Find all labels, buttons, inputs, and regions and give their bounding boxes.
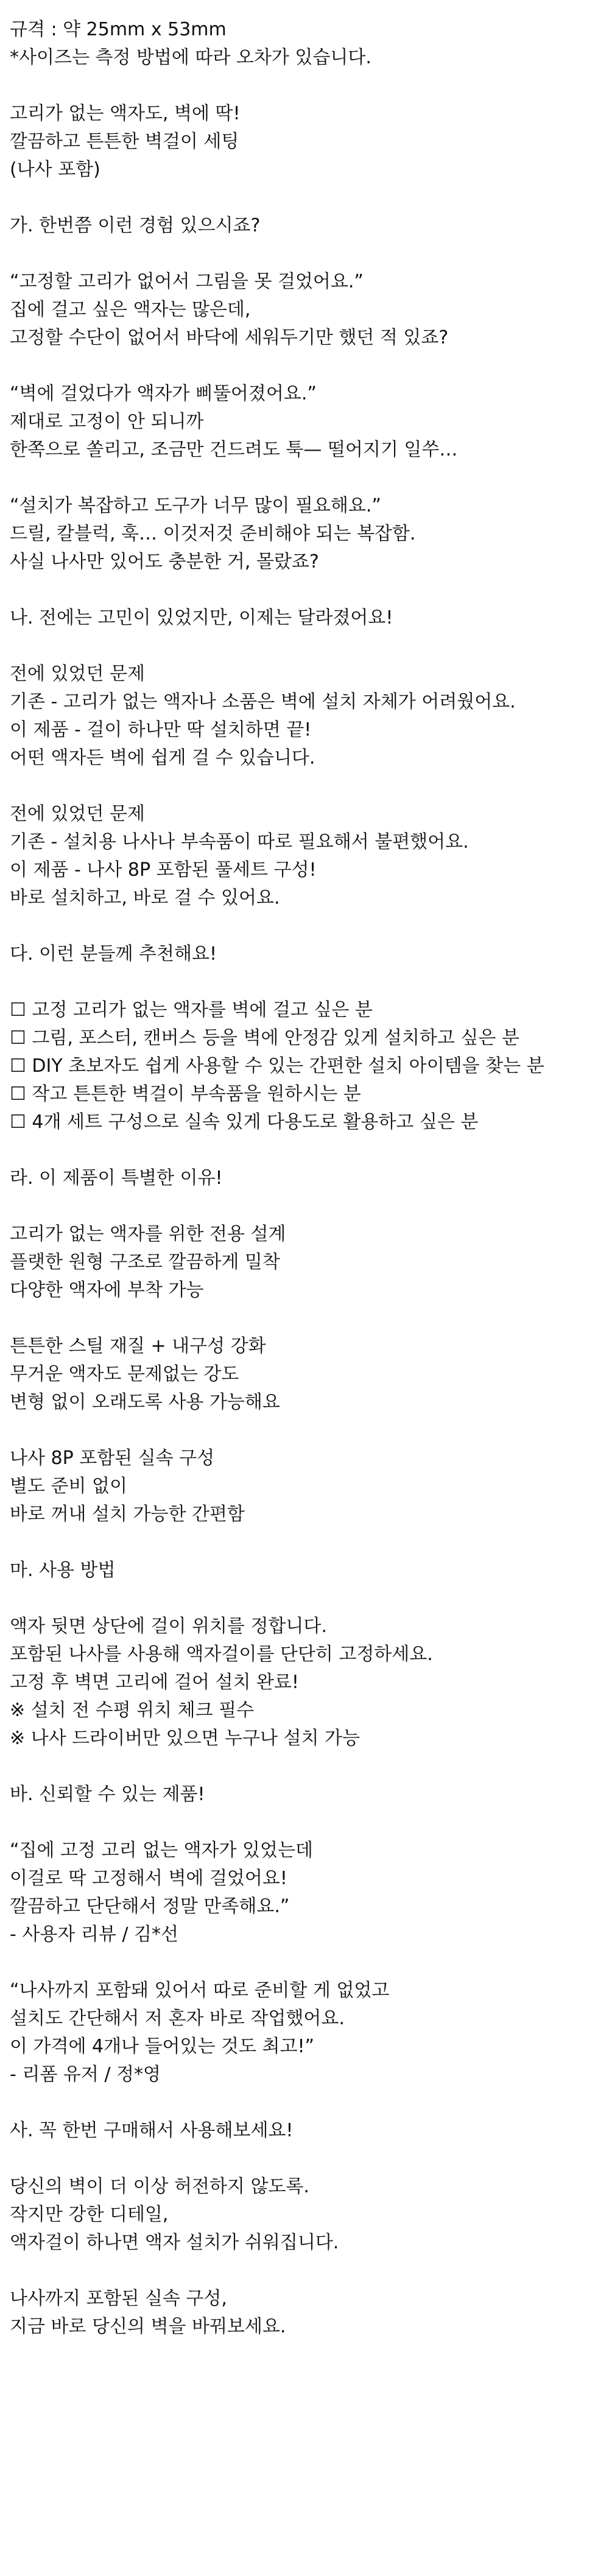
text-line: 전에 있었던 문제 [10,663,145,684]
text-block [10,1164,609,1192]
text-line: 이 가격에 4개나 들어있는 것도 최고!” [10,2036,315,2057]
text-line: 한쪽으로 쏠리고, 조금만 건드려도 툭— 떨어지기 일쑤… [10,439,458,460]
text-line: 이 제품 - 걸이 하나만 딱 설치하면 끝! [10,719,312,741]
text-line: 사. 꼭 한번 구매해서 사용해보세요! [10,2120,294,2141]
text-line: 별도 준비 없이 [10,1476,127,1497]
text-line: “설치가 복잡하고 도구가 너무 많이 필요해요.” [10,495,381,516]
text-line: 바. 신뢰할 수 있는 제품! [10,1784,205,1805]
text-block [10,800,609,912]
text-block [10,1977,609,2089]
text-block [10,1220,609,1304]
text-line: 가. 한번쯤 이런 경험 있으시죠? [10,215,261,236]
text-block [10,1837,609,1949]
text-line: ☐ 고정 고리가 없는 액자를 벽에 걸고 싶은 분 [10,999,373,1021]
text-line: 마. 사용 방법 [10,1560,116,1581]
text-block [10,1445,609,1529]
text-line: 튼튼한 스틸 재질 + 내구성 강화 [10,1336,266,1357]
text-line: ☐ 4개 세트 구성으로 실속 있게 다용도로 활용하고 싶은 분 [10,1111,479,1133]
text-line: 제대로 고정이 안 되니까 [10,411,204,432]
text-block [10,268,609,352]
text-block [10,1332,609,1416]
text-line: “나사까지 포함돼 있어서 따로 준비할 게 없었고 [10,1980,390,2001]
text-line: ☐ DIY 초보자도 쉽게 사용할 수 있는 간편한 설치 아이템을 찾는 분 [10,1055,544,1077]
text-line: 바로 설치하고, 바로 걸 수 있어요. [10,887,280,909]
text-line: 작지만 강한 디테일, [10,2204,169,2225]
text-line: 깔끔하고 튼튼한 벽걸이 세팅 [10,131,239,152]
text-line: 무거운 액자도 문제없는 강도 [10,1364,239,1385]
text-line: - 리폼 유저 / 정*영 [10,2064,161,2085]
text-line: “벽에 걸었다가 액자가 삐뚤어졌어요.” [10,383,317,404]
text-line: 바로 꺼내 설치 가능한 간편함 [10,1504,245,1525]
text-line: 고리가 없는 액자를 위한 전용 설계 [10,1223,286,1245]
text-line: 사실 나사만 있어도 충분한 거, 몰랐죠? [10,551,319,572]
text-line: - 사용자 리뷰 / 김*선 [10,1924,178,1945]
text-block [10,996,609,1136]
text-block [10,604,609,632]
text-line: ※ 설치 전 수평 위치 체크 필수 [10,1700,255,1721]
text-block [10,212,609,240]
text-line: 기존 - 설치용 나사나 부속품이 따로 필요해서 불편했어요. [10,831,469,853]
text-line: “집에 고정 고리 없는 액자가 있었는데 [10,1840,313,1861]
text-line: 나사까지 포함된 실속 구성, [10,2288,227,2309]
text-line: ☐ 그림, 포스터, 캔버스 등을 벽에 안정감 있게 설치하고 싶은 분 [10,1027,519,1049]
text-line: ☐ 작고 튼튼한 벽걸이 부속품을 원하시는 분 [10,1083,361,1105]
text-line: 설치도 간단해서 저 혼자 바로 작업했어요. [10,2008,345,2029]
text-line: 집에 걸고 싶은 액자는 많은데, [10,299,251,320]
text-line: 고정 후 벽면 고리에 걸어 설치 완료! [10,1672,299,1693]
text-line: “고정할 고리가 없어서 그림을 못 걸었어요.” [10,271,364,292]
text-line: 깔끔하고 단단해서 정말 만족해요.” [10,1896,290,1917]
text-line: 나사 8P 포함된 실속 구성 [10,1448,215,1469]
text-line: 고리가 없는 액자도, 벽에 딱! [10,103,241,124]
text-block [10,2173,609,2257]
text-block [10,940,609,968]
text-line: 지금 바로 당신의 벽을 바꿔보세요. [10,2316,286,2337]
text-block [10,492,609,576]
text-line: 다양한 액자에 부착 가능 [10,1279,204,1301]
text-line: 이 제품 - 나사 8P 포함된 풀세트 구성! [10,859,317,881]
text-line: 플랫한 원형 구조로 깔끔하게 밀착 [10,1251,280,1273]
text-line: 라. 이 제품이 특별한 이유! [10,1167,223,1189]
text-line: 당신의 벽이 더 이상 허전하지 않도록. [10,2176,309,2197]
text-line: 고정할 수단이 없어서 바닥에 세워두기만 했던 적 있죠? [10,327,449,348]
text-line: ※ 나사 드라이버만 있으면 누구나 설치 가능 [10,1728,361,1749]
text-line: 이걸로 딱 고정해서 벽에 걸었어요! [10,1868,287,1889]
text-line: 다. 이런 분들께 추천해요! [10,943,217,965]
text-block [10,380,609,464]
text-line: 어떤 액자든 벽에 쉽게 걸 수 있습니다. [10,747,315,769]
text-block [10,660,609,772]
text-line: 전에 있었던 문제 [10,803,145,825]
text-line: (나사 포함) [10,159,100,180]
text-line: 드릴, 칼블럭, 훅… 이것저것 준비해야 되는 복잡함. [10,523,416,544]
text-line: 규격 : 약 25mm x 53mm [10,19,227,40]
text-line: 액자 뒷면 상단에 걸이 위치를 정합니다. [10,1616,327,1637]
text-block [10,2117,609,2145]
text-line: 액자걸이 하나면 액자 설치가 쉬워집니다. [10,2232,339,2253]
text-line: 변형 없이 오래도록 사용 가능해요 [10,1392,280,1413]
text-line: *사이즈는 측정 방법에 따라 오차가 있습니다. [10,47,371,68]
text-block [10,1557,609,1585]
text-line: 기존 - 고리가 없는 액자나 소품은 벽에 설치 자체가 어려웠어요. [10,691,516,713]
text-block [10,1613,609,1753]
text-block [10,16,609,72]
text-block [10,100,609,184]
text-line: 포함된 나사를 사용해 액자걸이를 단단히 고정하세요. [10,1644,433,1665]
text-block [10,1781,609,1809]
text-block [10,2285,609,2341]
text-line: 나. 전에는 고민이 있었지만, 이제는 달라졌어요! [10,607,393,628]
